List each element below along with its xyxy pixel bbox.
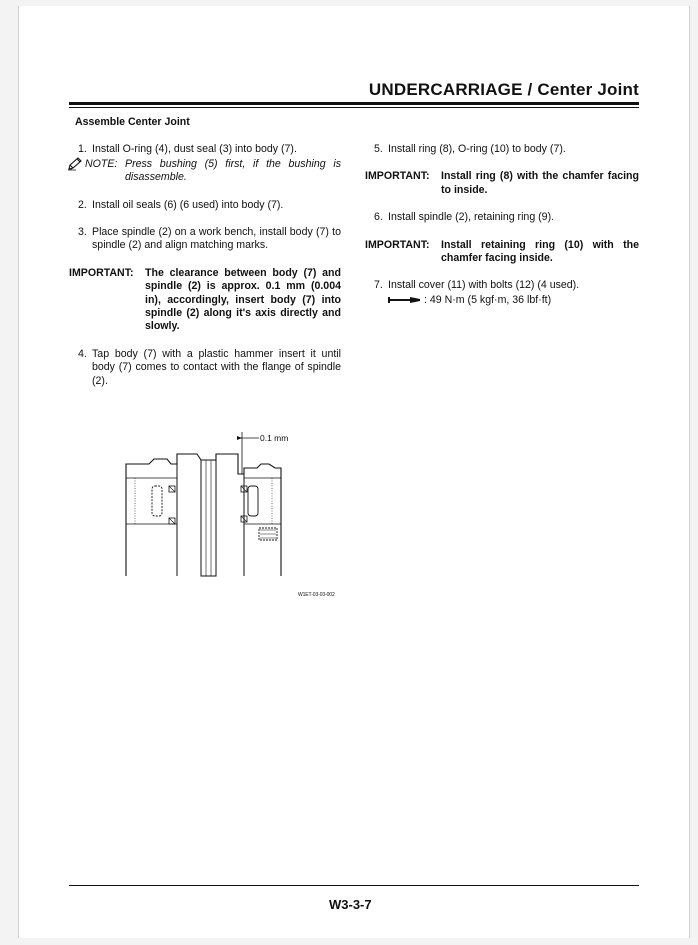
step-text: Install ring (8), O-ring (10) to body (7).: [388, 143, 566, 155]
step-text: Install spindle (2), retaining ring (9).: [388, 211, 555, 224]
right-column: [365, 143, 639, 307]
center-joint-diagram: [119, 416, 349, 606]
important-label: IMPORTANT:: [69, 266, 134, 279]
page-number: W3-3-7: [329, 897, 372, 912]
torque-value: : 49 N·m (5 kgf·m, 36 lbf·ft): [424, 293, 552, 306]
important-text: The clearance between body (7) and spindle (2) is approx. 0.1 mm (0.004 in), accordingly, insert body (7) into spindle (2) along it's axis directly and slowly.: [145, 266, 341, 333]
step-text: Place spindle (2) on a work bench, install body (7) to spindle (2) and align matching marks.: [92, 226, 341, 252]
step-number: 4.: [78, 347, 87, 360]
step-text: Install O-ring (4), dust seal (3) into body (7).: [92, 143, 297, 156]
note-label: NOTE:: [85, 157, 118, 170]
step-text: Tap body (7) with a plastic hammer insert it until body (7) comes to contact with the flange of spindle (2).: [92, 347, 341, 387]
step-1: [69, 143, 341, 156]
important-notice-1: [69, 267, 341, 334]
step-text: Install oil seals (6) (6 used) into body (7).: [92, 198, 284, 211]
section-heading: Assemble Center Joint: [75, 116, 190, 128]
pencil-icon: [67, 157, 83, 171]
step-number: 7.: [374, 279, 383, 292]
step-number: 3.: [78, 226, 87, 239]
step-6: [365, 211, 639, 224]
page-title: UNDERCARRIAGE / Center Joint: [368, 80, 639, 99]
step-number: 1.: [78, 143, 87, 156]
step-7: [365, 279, 639, 292]
note-text: Press bushing (5) first, if the bushing is disassemble.: [125, 157, 341, 184]
torque-spec: [365, 294, 639, 307]
figure-id: W1ET-03-03-002: [298, 592, 335, 598]
step-2: [69, 199, 341, 212]
step-4: [69, 348, 341, 388]
important-notice-3: [365, 239, 639, 266]
important-text: Install retaining ring (10) with the chamfer facing inside.: [441, 238, 639, 265]
important-text: Install ring (8) with the chamfer facing to inside.: [441, 170, 639, 196]
step-number: 2.: [78, 198, 87, 211]
step-text: Install cover (11) with bolts (12) (4 used).: [388, 279, 580, 292]
step-5: [365, 143, 639, 156]
important-notice-2: [365, 170, 639, 197]
header-rule-thin: [69, 107, 639, 108]
note: [69, 158, 341, 185]
important-label: IMPORTANT:: [365, 238, 430, 251]
dimension-label: 0.1 mm: [260, 433, 289, 443]
step-3: [69, 226, 341, 253]
torque-wrench-icon: [388, 296, 422, 304]
document-page: [18, 6, 690, 938]
important-label: IMPORTANT:: [365, 170, 430, 183]
footer-rule: [69, 885, 639, 886]
step-number: 5.: [374, 143, 383, 155]
left-column: [69, 116, 341, 402]
header-rule-thick: [69, 102, 639, 105]
step-number: 6.: [374, 211, 383, 224]
